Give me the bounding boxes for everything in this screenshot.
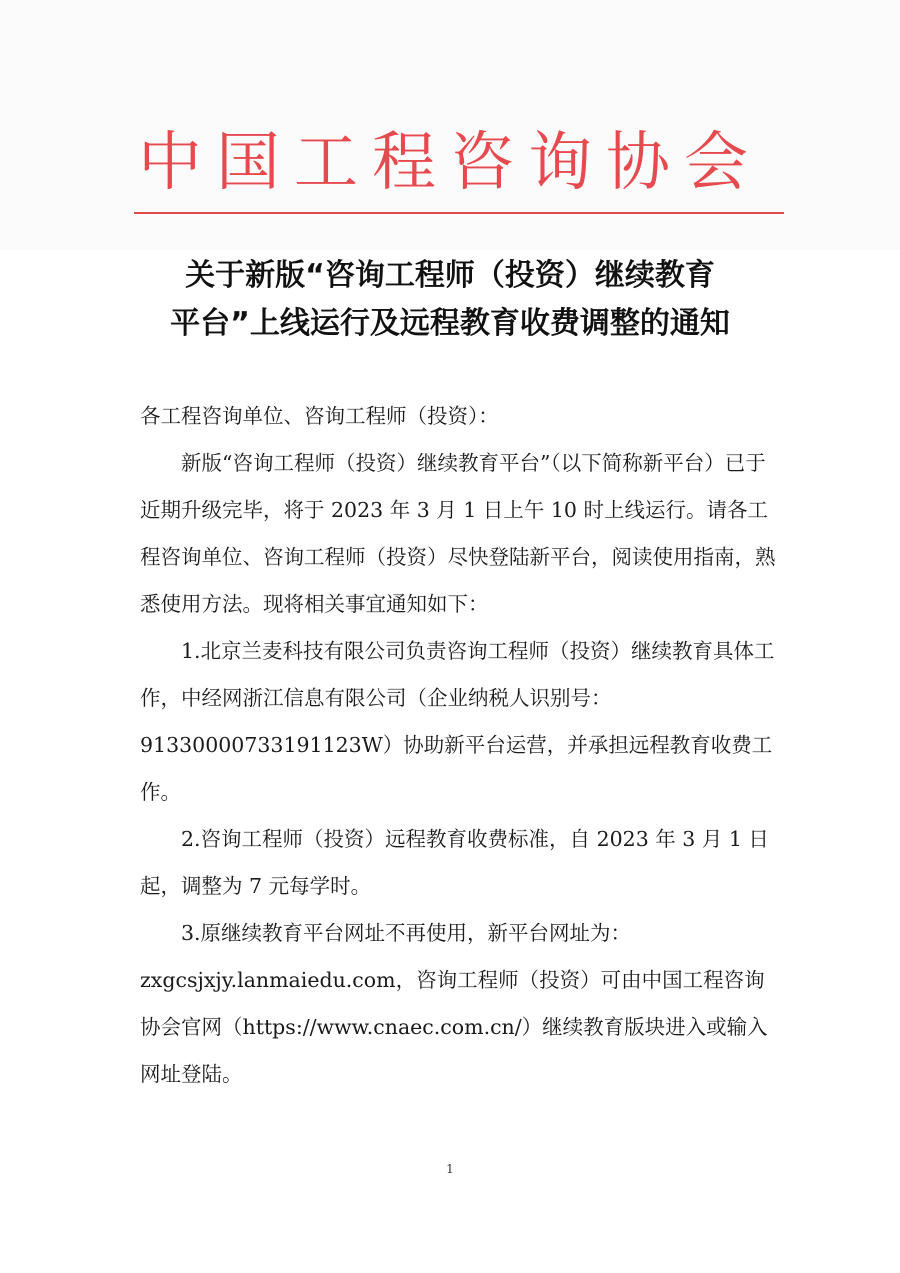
letterhead-red-rule: [134, 212, 784, 214]
org-name-heading: 中国工程咨询协会: [138, 126, 762, 200]
document-title: [0, 252, 900, 348]
document-title-line-2: 平台”上线运行及远程教育收费调整的通知: [170, 306, 730, 341]
paragraph-item-3: 3.原继续教育平台网址不再使用，新平台网址为：zxgcsjxjy.lanmaiedu.com，咨询工程师（投资）可由中国工程咨询协会官网（https://www.cnaec.com.cn/）继续教育版块进入或输入网址登陆。: [140, 921, 768, 1086]
document-body: [140, 393, 780, 1098]
paragraph-item-2: 2.咨询工程师（投资）远程教育收费标准，自 2023 年 3 月 1 日起，调整为 7 元每学时。: [140, 827, 769, 898]
paragraph-item-1: 1.北京兰麦科技有限公司负责咨询工程师（投资）继续教育具体工作，中经网浙江信息有限公司（企业纳税人识别号：91330000733191123W）协助新平台运营，并承担远程教育收费工作。: [140, 639, 775, 804]
letterhead: [0, 0, 900, 250]
page-number: 1: [446, 1162, 454, 1176]
salutation: 各工程咨询单位、咨询工程师（投资）：: [140, 404, 499, 428]
paragraph-intro: 新版“咨询工程师（投资）继续教育平台”（以下简称新平台）已于近期升级完毕，将于 2023 年 3 月 1 日上午 10 时上线运行。请各工程咨询单位、咨询工程师（投资）尽快登陆新平台，阅读使用指南，熟悉使用方法。现将相关事宜通知如下：: [140, 451, 776, 616]
document-title-line-1: 关于新版“咨询工程师（投资）继续教育: [185, 258, 715, 293]
